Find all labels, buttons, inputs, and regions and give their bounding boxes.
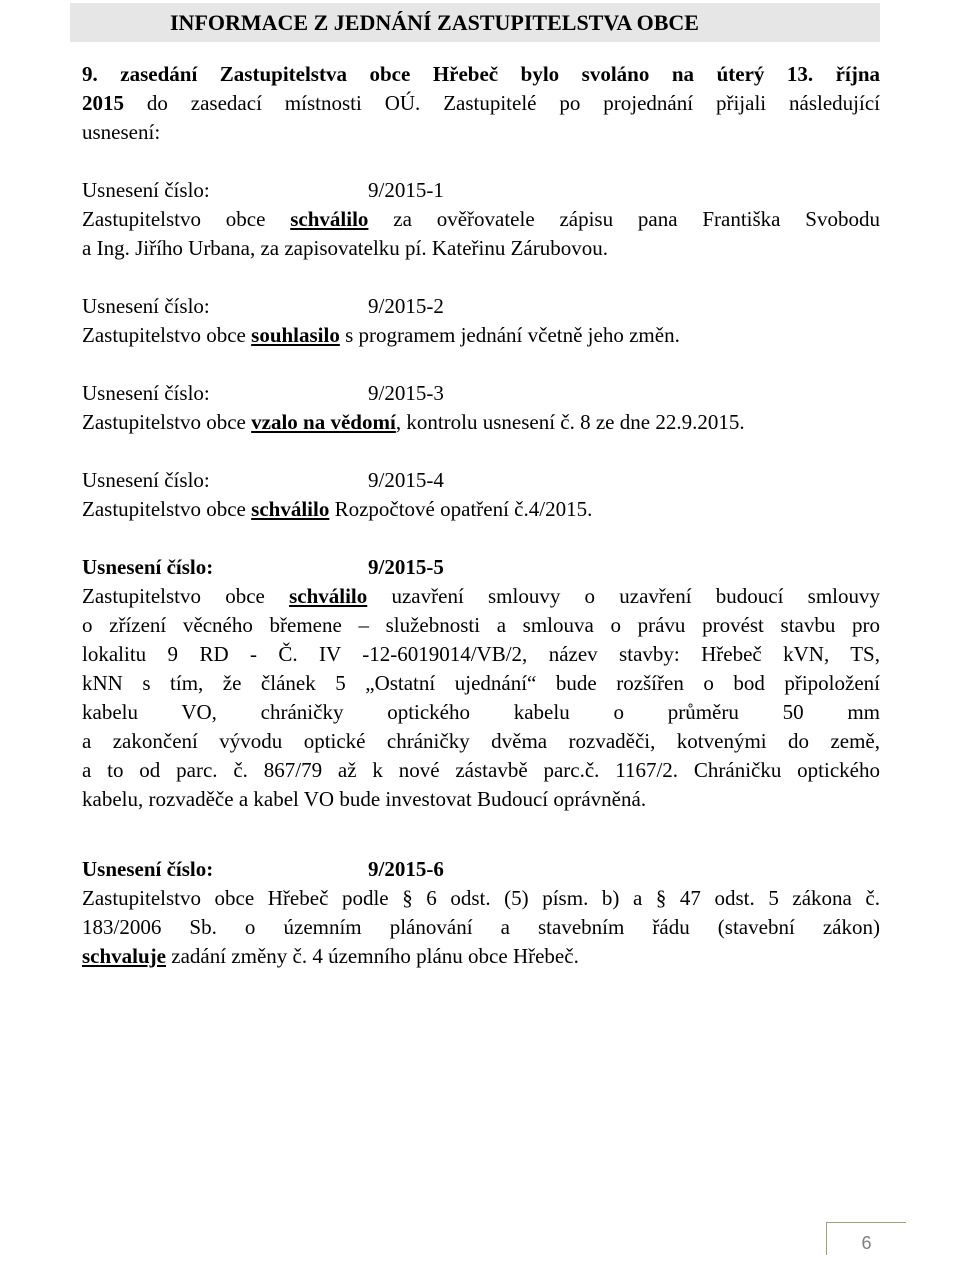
resolution-label: Usnesení číslo: [82,857,214,881]
resolution-heading [82,855,880,884]
resolution-line: 183/2006 Sb. o územním plánování a stavebním řádu (stavební zákon) [82,915,880,939]
page-number [826,1222,906,1255]
resolution-line [82,942,880,971]
intro-line-rest: do zasedací místnosti OÚ. Zastupitelé po projednání přijali následující [124,91,880,115]
decision-verb: schválilo [289,584,368,608]
intro-line: 9. zasedání Zastupitelstva obce Hřebeč bylo svoláno na úterý 13. října [82,62,880,86]
resolution-label: Usnesení číslo: [82,294,210,318]
resolution-line [82,495,880,524]
resolution-line [82,234,880,263]
resolution-text [82,205,880,263]
resolution-label: Usnesení číslo: [82,381,210,405]
resolution-line: a zakončení vývodu optické chráničky dvěma rozvaděči, kotvenými do země, [82,729,880,753]
text-run: , kontrolu usnesení č. 8 ze dne 22.9.2015. [395,410,745,434]
text-run: Zastupitelstvo obce [82,207,291,231]
resolution-number: 9/2015-1 [368,178,444,202]
resolution-heading [82,176,880,205]
resolution-label: Usnesení číslo: [82,468,210,492]
resolution [82,379,880,437]
resolution-line: Zastupitelstvo obce Hřebeč podle § 6 odst. (5) písm. b) a § 47 odst. 5 zákona č. [82,886,880,910]
text-run: Zastupitelstvo obce [82,323,252,347]
page-title: INFORMACE Z JEDNÁNÍ ZASTUPITELSTVA OBCE [170,10,699,35]
resolution-heading [82,466,880,495]
resolution-line: kabelu VO, chráničky optického kabelu o průměru 50 mm [82,700,880,724]
resolution [82,292,880,350]
resolution-number: 9/2015-2 [368,294,444,318]
text-run: zadání změny č. 4 územního plánu obce Hřebeč. [166,944,579,968]
resolution-number: 9/2015-4 [368,468,444,492]
text-run: Zastupitelstvo obce [82,410,252,434]
text-run: a Ing. Jiřího Urbana, za zapisovatelku pí. Kateřinu Zárubovou. [82,236,608,260]
resolution [82,176,880,263]
resolution-text [82,582,880,814]
decision-verb: schválilo [251,497,330,521]
resolution-number: 9/2015-6 [368,857,444,881]
intro-paragraph [82,60,880,147]
decision-verb: vzalo na vědomí [251,410,396,434]
resolution-text [82,884,880,971]
resolution-number: 9/2015-3 [368,381,444,405]
resolution-line: lokalitu 9 RD - Č. IV -12-6019014/VB/2, název stavby: Hřebeč kVN, TS, [82,642,880,666]
resolution-text [82,408,880,437]
resolution-line: kNN s tím, že článek 5 „Ostatní ujednání“ bude rozšířen o bod připoložení [82,671,880,695]
intro-line: usnesení: [82,120,161,144]
decision-verb: schvaluje [82,944,166,968]
resolution-line: o zřízení věcného břemene – služebnosti a smlouva o právu provést stavbu pro [82,613,880,637]
intro-line [82,89,880,118]
resolution-line: a to od parc. č. 867/79 až k nové zástavbě parc.č. 1167/2. Chráničku optického [82,758,880,782]
resolution [82,553,880,814]
page-header [70,3,880,42]
resolution-heading [82,553,880,582]
resolution-line [82,582,880,611]
resolution-text [82,495,880,524]
intro-year: 2015 [82,91,124,115]
text-run: za ověřovatele zápisu pana Františka Svobodu [368,207,880,231]
text-run: Zastupitelstvo obce [82,497,252,521]
resolution [82,855,880,971]
text-run: Zastupitelstvo obce [82,584,290,608]
text-run: Rozpočtové opatření č.4/2015. [329,497,593,521]
resolution-label: Usnesení číslo: [82,178,210,202]
resolution-line: kabelu, rozvaděče a kabel VO bude investovat Budoucí oprávněná. [82,787,647,811]
decision-verb: schválilo [290,207,369,231]
resolution-text [82,321,880,350]
resolution-number: 9/2015-5 [368,555,444,579]
resolution-label: Usnesení číslo: [82,555,214,579]
resolution-heading [82,292,880,321]
resolution-heading [82,379,880,408]
decision-verb: souhlasilo [251,323,340,347]
text-run: s programem jednání včetně jeho změn. [339,323,680,347]
resolution-line [82,408,880,437]
resolution-line [82,321,880,350]
document-body [82,60,880,971]
resolution [82,466,880,524]
page-number-text: 6 [861,1233,872,1253]
text-run: uzavření smlouvy o uzavření budoucí smlouvy [367,584,880,608]
resolution-line [82,205,880,234]
